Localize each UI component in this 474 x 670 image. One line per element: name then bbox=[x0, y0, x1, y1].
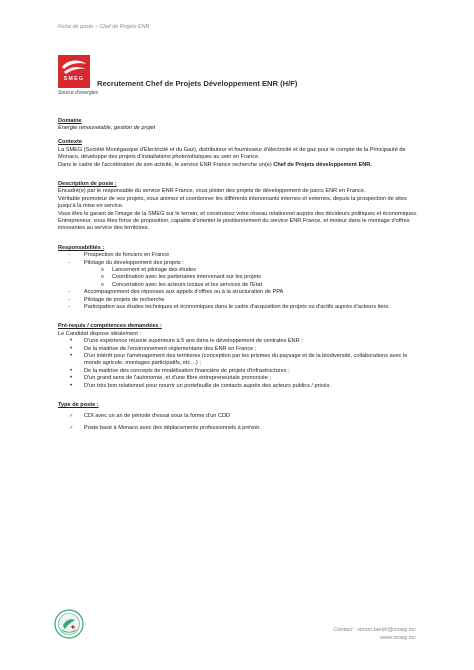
list-item bbox=[58, 375, 420, 382]
list-item-text: CDI avec un an de période d'essai sous la forme d'un CDD bbox=[84, 412, 231, 419]
list-item: - Prospection de fonciers en France bbox=[68, 252, 170, 259]
list-item-text: Poste basé à Monaco avec des déplacements professionnels à prévoir. bbox=[84, 424, 261, 431]
list-item bbox=[58, 383, 420, 390]
domaine-heading: Domaine bbox=[58, 118, 82, 124]
sub-list-item bbox=[58, 282, 420, 289]
description-paragraph: Entrepreneur, vous êtes force de proposition, capable d'orienter le positionnement du service ENR France, et moteur dans le montage d'offres innovantes au service des territoires. bbox=[58, 217, 410, 232]
bullet-icon: • bbox=[70, 338, 73, 345]
list-item bbox=[58, 368, 420, 375]
contact-email[interactable]: Contact : simon.bertin@smeg.mc bbox=[333, 627, 416, 633]
circle-bullet-icon: o bbox=[101, 274, 104, 281]
responsabilites-list bbox=[58, 252, 420, 311]
bullet-icon: • bbox=[70, 345, 73, 352]
list-item-text: D'un intérêt pour l'aménagement des territoires (conception par les prismes du paysage et de la biodiversité, collaborations avec le monde agricole, montages participatifs, etc…) ; bbox=[84, 353, 408, 367]
prerequis-intro: Le Candidat dispose idéalement : bbox=[58, 330, 142, 337]
list-item-text: Pilotage de projets de recherche bbox=[84, 296, 165, 303]
logo-tagline: Source d'énergies bbox=[58, 90, 99, 96]
document-body bbox=[58, 118, 420, 437]
logo-swoosh-icon bbox=[58, 55, 90, 88]
prerequis-list bbox=[58, 338, 420, 390]
logo-brand: SMEG bbox=[63, 76, 85, 82]
list-item-text: De la maitrise de l'environnement réglementaire des ENR en France ; bbox=[84, 345, 257, 352]
list-item-text: Concertation avec les acteurs locaux et les services de l'Etat bbox=[112, 281, 262, 288]
list-item-text: Coordination avec les partenaires intervenant sur les projets bbox=[112, 274, 261, 281]
bullet-icon: • bbox=[70, 353, 73, 360]
bullet-icon: • bbox=[70, 375, 73, 382]
domaine-text: Energie renouvelable, gestion de projet bbox=[58, 125, 156, 132]
list-item bbox=[58, 353, 420, 368]
prerequis-heading: Pré-requis / compétences demandées : bbox=[58, 323, 162, 330]
circle-bullet-icon: o bbox=[101, 281, 104, 288]
list-item-text: D'un très bon relationnel pour nourrir un portefeuille de contacts auprès des acteurs publics / privés. bbox=[84, 382, 332, 389]
checkmark-icon: ✓ bbox=[69, 412, 74, 419]
contexte-heading: Contexte bbox=[58, 139, 82, 146]
contexte-text: Dans le cadre de l'accélération de son activité, le service ENR France recherche un(e) bbox=[58, 161, 274, 168]
responsabilites-heading: Responsabilités : bbox=[58, 244, 105, 251]
list-item-text: Pilotage du développement des projets : bbox=[84, 259, 184, 266]
footer-contact bbox=[333, 626, 416, 642]
list-item-text: Accompagnement des réponses aux appels d'offres ou à la structuration de PPA bbox=[84, 289, 284, 296]
contexte-paragraph-1: La SMEG (Société Monégasque d'Electricité et du Gaz), distributeur et fournisseur d'électricité et de gaz pour le compte de la Principauté de Monaco, développe des projets d'installations photovoltaïques au sein en France. bbox=[58, 146, 406, 161]
page-title: Recrutement Chef de Projets Développement ENR (H/F) bbox=[97, 79, 298, 88]
list-item-text: Prospection de fonciers en France bbox=[84, 252, 170, 259]
list-item-text: D'un grand sens de l'autonomie, et d'une fibre entrepreneuriale prononcée ; bbox=[84, 375, 271, 382]
list-item: - Pilotage du développement des projets : bbox=[68, 259, 184, 266]
list-item-text: D'une expérience réussie supérieure à 5 ans dans le développement de centrales ENR ; bbox=[84, 338, 303, 345]
smeg-logo bbox=[58, 55, 99, 96]
list-item: - Participation aux études techniques et économiques dans le cadre d'acquisition de projets ou d'actifs auprès d'acteurs tiers. bbox=[68, 304, 390, 311]
contexte-role: Chef de Projets développement ENR. bbox=[273, 161, 372, 168]
list-item: - Accompagnement des réponses aux appels d'offres ou à la structuration de PPA bbox=[68, 289, 284, 296]
description-paragraph: Encadré(e) par le responsable du service ENR France, vous piloter des projets de développement de parcs ENR en France. bbox=[58, 188, 366, 195]
list-item-text: De la maitrise des concepts de modélisation financière de projets d'infrastructures ; bbox=[84, 367, 290, 374]
checkmark-icon: ✓ bbox=[69, 424, 74, 431]
list-item-text: Lancement et pilotage des études bbox=[112, 267, 196, 273]
description-paragraph: Véritable promoteur de vos projets, vous animez et coordonner les différents intervenants internes et externes, depuis la prospection de sites jusqu'à la mise en service. bbox=[58, 195, 407, 210]
list-item: - Pilotage de projets de recherche bbox=[68, 296, 165, 303]
sub-list-item bbox=[58, 274, 420, 281]
description-heading: Description de poste : bbox=[58, 180, 117, 187]
sub-list-item bbox=[58, 267, 420, 274]
list-item bbox=[58, 413, 420, 420]
website-link[interactable]: www.smeg.mc bbox=[379, 635, 416, 641]
list-item bbox=[58, 338, 420, 345]
bullet-icon: • bbox=[70, 367, 73, 374]
list-item bbox=[58, 346, 420, 353]
list-item bbox=[58, 425, 420, 432]
list-item-text: Participation aux études techniques et économiques dans le cadre d'acquisition de projets ou d'actifs auprès d'acteurs tiers. bbox=[84, 304, 390, 311]
type-poste-heading: Type de poste : bbox=[58, 402, 99, 409]
logo-mark bbox=[58, 55, 90, 88]
type-poste-list bbox=[58, 413, 420, 433]
bullet-icon: • bbox=[70, 382, 73, 389]
description-paragraph: Vous êtes le garant de l'image de la SMEG sur le terrain, et construisez votre réseau relationnel auprès des décideurs politiques et économiques. bbox=[58, 210, 418, 217]
circle-bullet-icon: o bbox=[101, 267, 104, 273]
certification-badge-icon bbox=[54, 609, 84, 639]
contexte-paragraph-2 bbox=[58, 162, 420, 169]
running-header: Fiche de poste – Chef de Projets ENR bbox=[58, 24, 150, 30]
